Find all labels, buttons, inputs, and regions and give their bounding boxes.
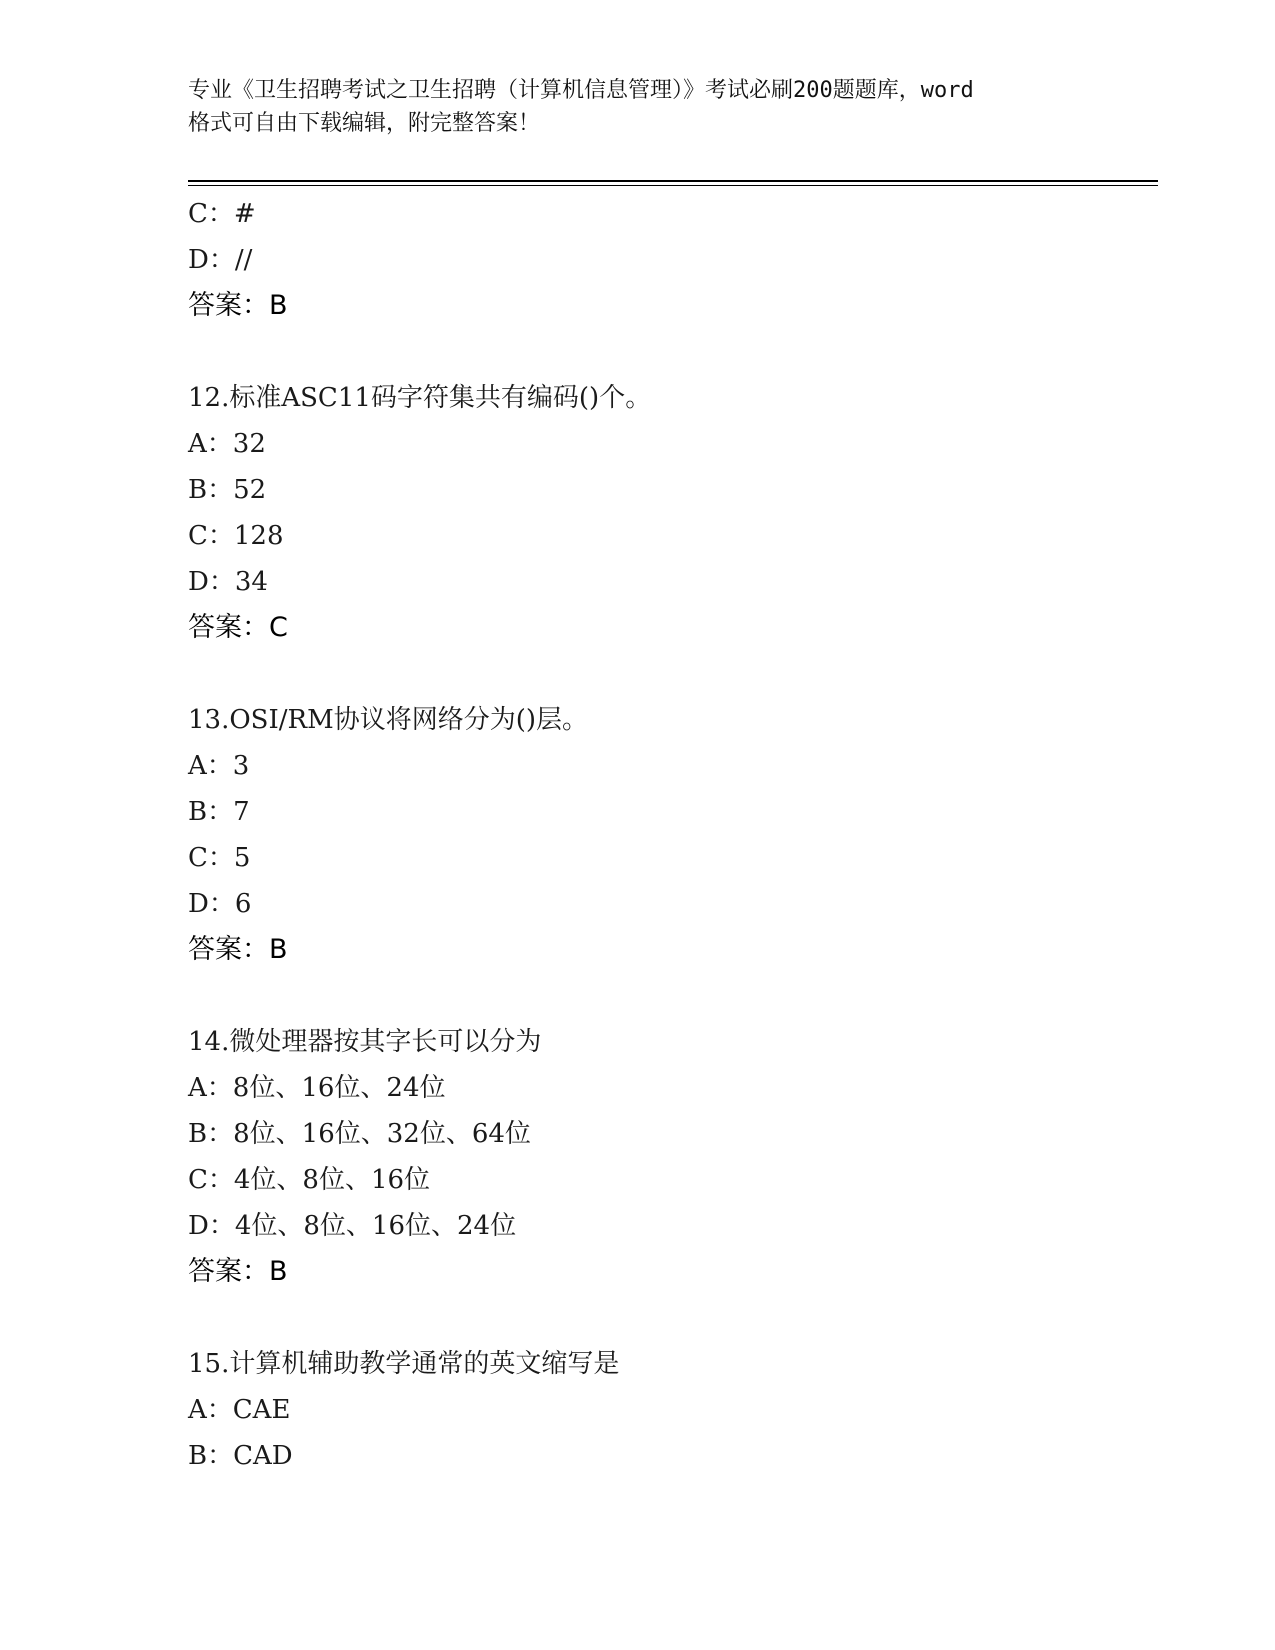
- option-a: A：32: [188, 429, 266, 459]
- question-stem: 15.计算机辅助教学通常的英文缩写是: [188, 1349, 620, 1379]
- question-13: [188, 697, 1148, 973]
- header-line-2: 格式可自由下载编辑，附完整答案！: [188, 111, 541, 136]
- option-d: D：34: [188, 567, 268, 597]
- spacer: [188, 329, 1148, 375]
- option-b: B：8位、16位、32位、64位: [188, 1119, 531, 1149]
- answer-line: 答案：C: [188, 612, 288, 643]
- question-14: [188, 1019, 1148, 1295]
- option-d: D：//: [188, 245, 253, 275]
- option-c: C：#: [188, 199, 256, 229]
- option-a: A：3: [188, 751, 250, 781]
- header-divider: [188, 180, 1158, 182]
- option-d: D：4位、8位、16位、24位: [188, 1211, 517, 1241]
- answer-line: 答案：B: [188, 1256, 288, 1287]
- document-header: [188, 74, 1088, 140]
- header-line-1: 专业《卫生招聘考试之卫生招聘（计算机信息管理）》考试必刷200题题库，word: [188, 78, 974, 103]
- option-c: C：128: [188, 521, 284, 551]
- option-b: B：7: [188, 797, 250, 827]
- question-stem: 13.OSI/RM协议将网络分为()层。: [188, 705, 588, 735]
- answer-line: 答案：B: [188, 934, 288, 965]
- spacer: [188, 973, 1148, 1019]
- question-12: [188, 375, 1148, 651]
- question-stem: 14.微处理器按其字长可以分为: [188, 1027, 542, 1057]
- question-list: [188, 191, 1148, 1479]
- option-c: C：5: [188, 843, 251, 873]
- option-c: C：4位、8位、16位: [188, 1165, 431, 1195]
- option-b: B：52: [188, 475, 267, 505]
- option-d: D：6: [188, 889, 252, 919]
- spacer: [188, 651, 1148, 697]
- header-divider-thin: [188, 185, 1158, 186]
- question-stem: 12.标准ASC11码字符集共有编码()个。: [188, 383, 652, 413]
- spacer: [188, 1295, 1148, 1341]
- option-a: A：CAE: [188, 1395, 291, 1425]
- question-15: [188, 1341, 1148, 1479]
- question-continued: [188, 191, 1148, 329]
- answer-line: 答案：B: [188, 290, 288, 321]
- option-a: A：8位、16位、24位: [188, 1073, 446, 1103]
- option-b: B：CAD: [188, 1441, 293, 1471]
